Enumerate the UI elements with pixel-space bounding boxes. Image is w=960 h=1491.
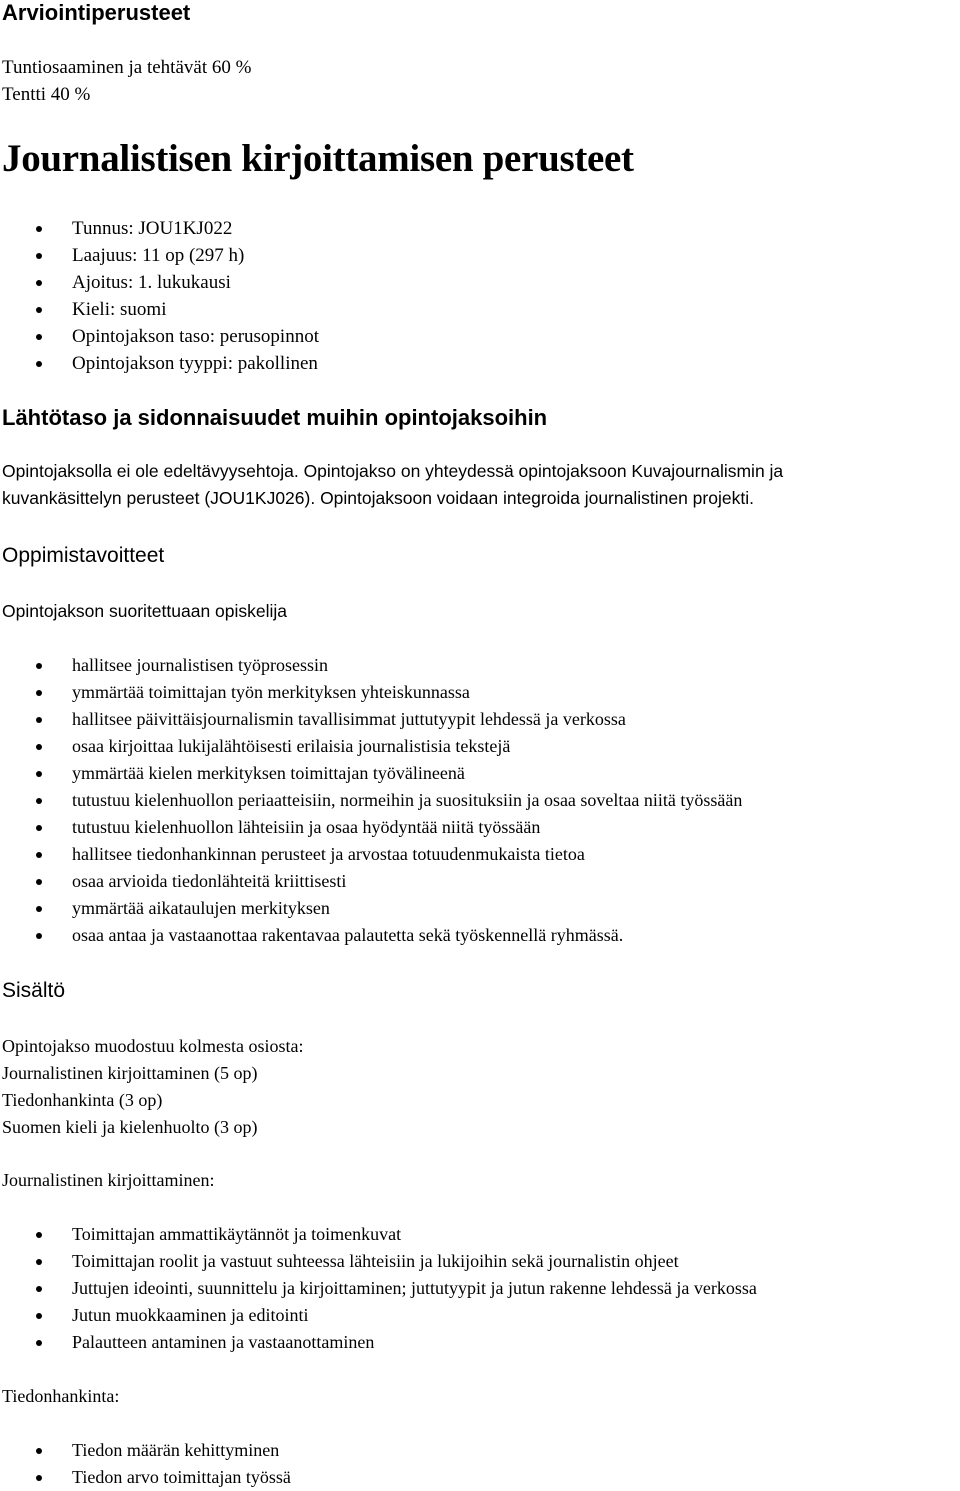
list-item: osaa arvioida tiedonlähteitä kriittisesti bbox=[0, 868, 742, 895]
list-item: ymmärtää toimittajan työn merkityksen yhteiskunnassa bbox=[0, 679, 742, 706]
list-item: Toimittajan roolit ja vastuut suhteessa lähteisiin ja lukijoihin sekä journalistin ohjeet bbox=[0, 1248, 757, 1275]
list-item: Opintojakson taso: perusopinnot bbox=[0, 323, 319, 350]
list-item: Tiedon määrän kehittyminen bbox=[0, 1437, 291, 1464]
list-item: hallitsee journalistisen työprosessin bbox=[0, 652, 742, 679]
list-item: Tiedon arvo toimittajan työssä bbox=[0, 1464, 291, 1491]
prerequisite-text-line: kuvankäsittelyn perusteet (JOU1KJ026). Opintojaksoon voidaan integroida journalistinen projekti. bbox=[2, 488, 754, 508]
list-item: hallitsee tiedonhankinnan perusteet ja arvostaa totuudenmukaista tietoa bbox=[0, 841, 742, 868]
list-item: tutustuu kielenhuollon lähteisiin ja osaa hyödyntää niitä työssään bbox=[0, 814, 742, 841]
list-item: Toimittajan ammattikäytännöt ja toimenkuvat bbox=[0, 1221, 757, 1248]
list-item: Ajoitus: 1. lukukausi bbox=[0, 269, 319, 296]
course-info-list bbox=[0, 215, 319, 377]
list-item: osaa kirjoittaa lukijalähtöisesti erilaisia journalistisia tekstejä bbox=[0, 733, 742, 760]
objectives-intro: Opintojakson suoritettuaan opiskelija bbox=[2, 601, 288, 621]
list-item: Jutun muokkaaminen ja editointi bbox=[0, 1302, 757, 1329]
objectives-list bbox=[0, 652, 742, 949]
list-item: Tunnus: JOU1KJ022 bbox=[0, 215, 319, 242]
list-item: ymmärtää aikataulujen merkityksen bbox=[0, 895, 742, 922]
content-line: Journalistinen kirjoittaminen (5 op) bbox=[2, 1063, 258, 1083]
list-item: ymmärtää kielen merkityksen toimittajan työvälineenä bbox=[0, 760, 742, 787]
list-item: osaa antaa ja vastaanottaa rakentavaa palautetta sekä työskennellä ryhmässä. bbox=[0, 922, 742, 949]
list-item: Kieli: suomi bbox=[0, 296, 319, 323]
content-line: Tiedonhankinta (3 op) bbox=[2, 1090, 163, 1110]
course-title: Journalistisen kirjoittamisen perusteet bbox=[2, 137, 634, 180]
section-heading-lahtotaso: Lähtötaso ja sidonnaisuudet muihin opintojaksoihin bbox=[2, 405, 548, 430]
assessment-line: Tuntiosaaminen ja tehtävät 60 % bbox=[2, 57, 252, 78]
list-item: Opintojakson tyyppi: pakollinen bbox=[0, 350, 319, 377]
list-item: tutustuu kielenhuollon periaatteisiin, normeihin ja suosituksiin ja osaa soveltaa niitä työssään bbox=[0, 787, 742, 814]
section-heading-oppimistavoitteet: Oppimistavoitteet bbox=[2, 544, 165, 567]
list-item: Juttujen ideointi, suunnittelu ja kirjoittaminen; juttutyypit ja jutun rakenne lehdessä ja verkossa bbox=[0, 1275, 757, 1302]
prerequisite-text-line: Opintojaksolla ei ole edeltävyysehtoja. Opintojakso on yhteydessä opintojaksoon Kuvajournalismin ja bbox=[2, 461, 784, 481]
subsection-label-journalistinen-kirjoittaminen: Journalistinen kirjoittaminen: bbox=[2, 1170, 215, 1190]
journalistinen-kirjoittaminen-list bbox=[0, 1221, 757, 1356]
list-item: Laajuus: 11 op (297 h) bbox=[0, 242, 319, 269]
list-item: hallitsee päivittäisjournalismin tavallisimmat juttutyypit lehdessä ja verkossa bbox=[0, 706, 742, 733]
list-item: Palautteen antaminen ja vastaanottaminen bbox=[0, 1329, 757, 1356]
subsection-label-tiedonhankinta: Tiedonhankinta: bbox=[2, 1386, 120, 1406]
assessment-line: Tentti 40 % bbox=[2, 84, 91, 105]
content-line: Suomen kieli ja kielenhuolto (3 op) bbox=[2, 1117, 258, 1137]
section-heading-sisalto: Sisältö bbox=[2, 979, 66, 1002]
content-line: Opintojakso muodostuu kolmesta osiosta: bbox=[2, 1036, 304, 1056]
tiedonhankinta-list bbox=[0, 1437, 291, 1491]
section-heading-arviointiperusteet: Arviointiperusteet bbox=[2, 0, 191, 25]
